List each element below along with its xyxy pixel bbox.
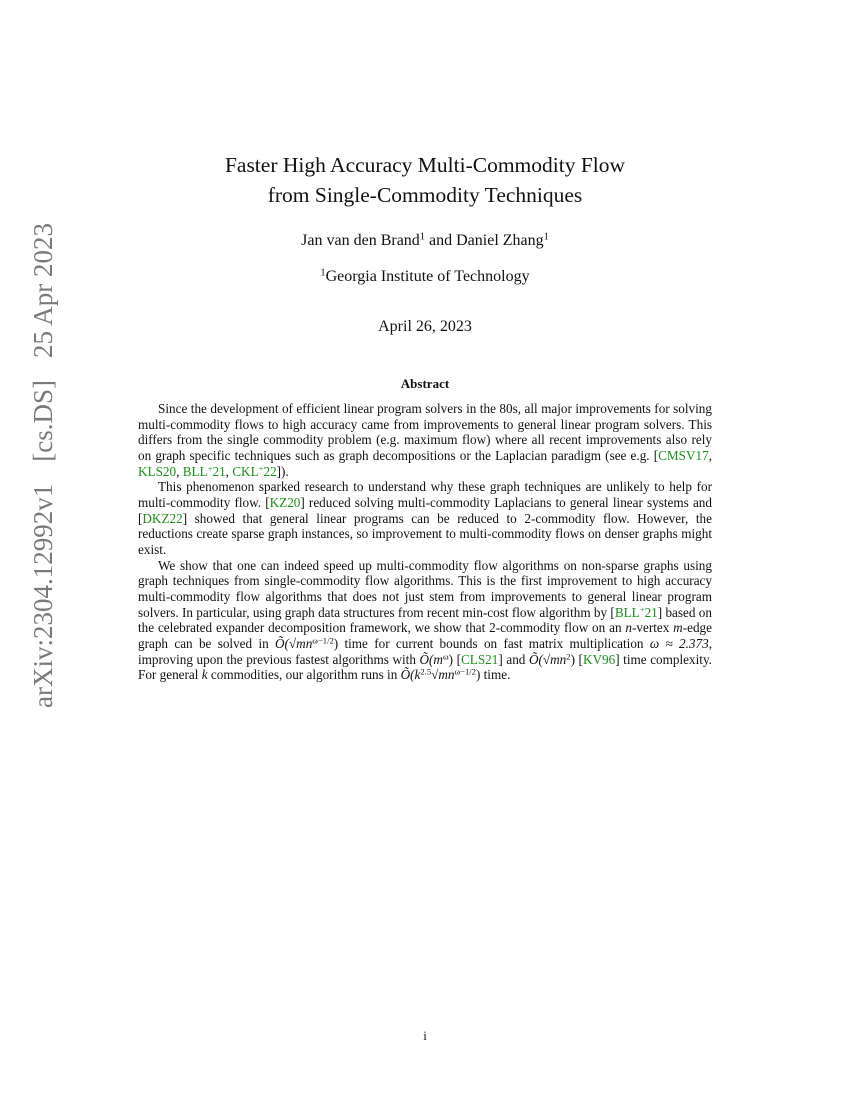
title-line-2: from Single-Commodity Techniques [267, 183, 583, 207]
author-2: Daniel Zhang [456, 232, 544, 249]
citation-link[interactable] [232, 464, 276, 479]
math-bound [401, 667, 481, 682]
citation-link[interactable]: DKZ22 [142, 510, 183, 526]
abstract-p1-end: ]). [276, 463, 289, 479]
math-sup: ω [442, 650, 449, 661]
abstract-text: -vertex [631, 620, 674, 636]
math-sup: ω−1/2 [312, 635, 334, 646]
abstract-body [138, 401, 712, 683]
citation-sup: + [639, 603, 645, 614]
citation-text: 21 [644, 604, 658, 620]
citation-link[interactable]: KZ20 [269, 494, 301, 510]
abstract-text: time. [480, 667, 511, 683]
math-bound [529, 652, 575, 667]
math-expr: ) [448, 651, 454, 667]
abstract-text: -edge graph can be solved in [138, 620, 712, 651]
affiliation [0, 268, 850, 286]
math-expr: ) [333, 635, 339, 651]
paper-date: April 26, 2023 [378, 318, 472, 335]
math-expr: ω ≈ 2.373 [649, 635, 709, 651]
math-sup: 2.5 [420, 666, 432, 677]
abstract-text: We show that one can indeed speed up multi-commodity flow algorithms on non-sparse graphs using graph techniques from single-commodity flow algorithms. This is the first improvement to high accuracy multi-commodity flow algorithms that does not just stem from improvements to general linear program solvers. In particular, using graph data structures from recent min-cost flow algorithm by [ [138, 557, 712, 620]
abstract-text: ] and [498, 651, 529, 667]
abstract-text: ] showed that general linear programs can be reduced to 2-commodity flow. However, the reductions create sparse graph instances, so improvement to multi-commodity flows on denser graphs might exist. [138, 510, 712, 557]
abstract-text: ] based on the celebrated expander decomposition framework, we show that 2-commodity flow on an [138, 604, 712, 636]
citation-separator: , [176, 463, 183, 479]
arxiv-id[interactable]: arXiv:2304.12992v1 [28, 483, 58, 708]
math-expr: Õ(√mn [528, 651, 567, 667]
math-expr: ) [570, 651, 575, 667]
arxiv-date: 25 Apr 2023 [28, 223, 58, 359]
math-var: n [625, 620, 632, 636]
citation-link[interactable]: CLS21 [461, 651, 499, 667]
citation-link[interactable]: CMSV17 [658, 447, 709, 463]
citation-link[interactable] [183, 464, 226, 479]
abstract-text: ] time complexity. For general [138, 651, 712, 683]
abstract-text: time for current bounds on fast matrix multiplication [338, 635, 650, 651]
math-bound [275, 636, 338, 651]
math-var: k [201, 667, 208, 683]
math-expr: Õ(√mn [275, 635, 313, 651]
abstract-text: ] reduced solving multi-commodity Laplacians to general linear systems and [ [138, 494, 712, 526]
math-expr: Õ(k [400, 667, 421, 683]
title-line-1: Faster High Accuracy Multi-Commodity Flow [224, 153, 626, 177]
citation-text: 22 [263, 463, 277, 479]
arxiv-category: [cs.DS] [28, 380, 58, 462]
citation-link[interactable]: KV96 [582, 651, 616, 667]
math-var: m [673, 620, 683, 636]
paper-title [0, 150, 850, 210]
abstract-paragraph-3 [138, 558, 712, 683]
citation-link[interactable] [615, 605, 658, 620]
citation-sup: + [258, 462, 264, 473]
math-expr: Õ(m [419, 651, 443, 667]
author-1: Jan van den Brand [301, 232, 420, 249]
author-2-affil-mark: 1 [543, 231, 549, 243]
authors-conjunction: and [425, 232, 457, 249]
authors [0, 232, 850, 250]
abstract-heading: Abstract [400, 376, 450, 391]
abstract-text: This phenomenon sparked research to understand why these graph techniques are unlikely to help for multi-commodity flow. [ [138, 479, 712, 510]
citation-separator: , [708, 447, 712, 463]
affiliation-name: Georgia Institute of Technology [325, 268, 530, 285]
abstract-text: commodities, our algorithm runs in [207, 667, 401, 683]
abstract-paragraph-2 [138, 479, 712, 557]
abstract-text: [ [453, 651, 461, 667]
page-number: i [423, 1028, 427, 1043]
abstract-paragraph-1 [138, 401, 712, 479]
abstract-text: [ [574, 651, 583, 667]
citation-text: CKL [232, 463, 259, 479]
author-1-affil-mark: 1 [419, 231, 425, 243]
abstract-p1-text: Since the development of efficient linear program solvers in the 80s, all major improvements for solving multi-commodity flows to high accuracy came from improvements to general linear program solvers. This differs from the single commodity problem (e.g. maximum flow) where all recent improvements also rely on graph specific techniques such as graph decompositions or the Laplacian paradigm (see e.g. [ [138, 401, 712, 463]
citation-text: 21 [212, 463, 226, 479]
math-expr: √mn [431, 667, 455, 683]
math-expr: ) [475, 667, 481, 683]
abstract-text: , improving upon the previous fastest algorithms with [138, 635, 712, 667]
citation-text: BLL [182, 463, 208, 479]
math-sup: 2 [566, 650, 571, 661]
math-sup: ω−1/2 [454, 666, 476, 677]
citation-separator: , [225, 463, 233, 479]
math-bound [420, 652, 454, 667]
affiliation-mark: 1 [320, 267, 326, 279]
citation-sup: + [207, 462, 213, 473]
citation-text: BLL [614, 604, 640, 620]
citation-link[interactable]: KLS20 [138, 463, 177, 479]
